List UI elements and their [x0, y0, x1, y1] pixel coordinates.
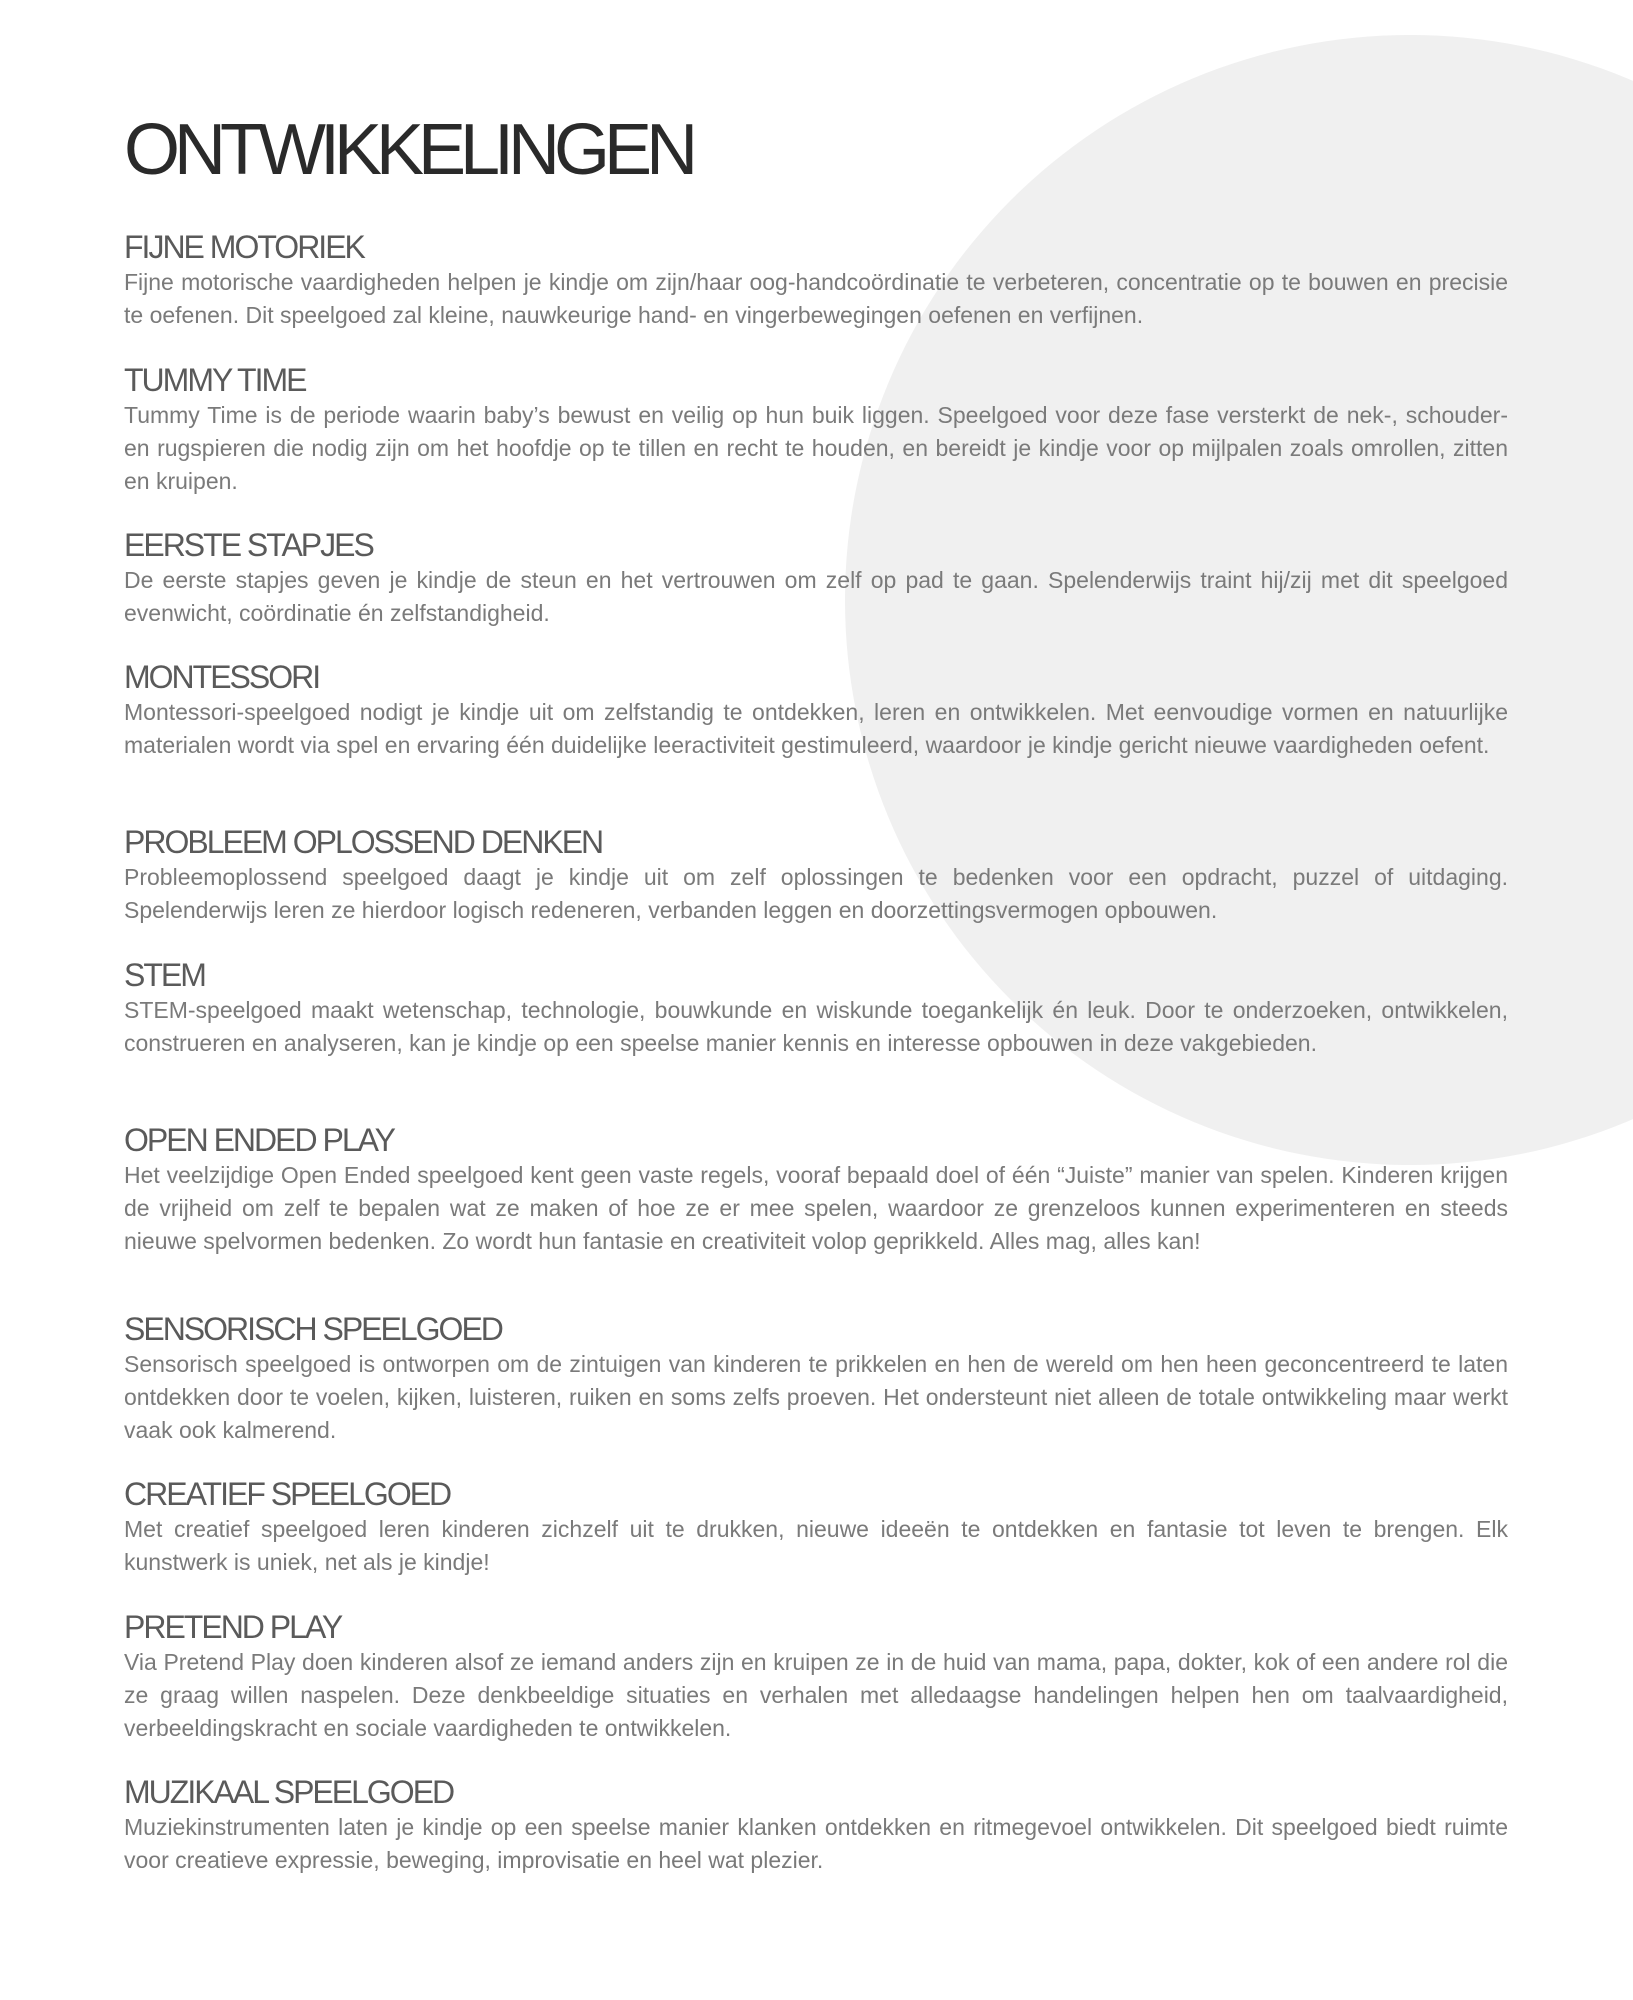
section-heading: PROBLEEM OPLOSSEND DENKEN — [124, 824, 603, 860]
section-montessori — [124, 658, 1508, 762]
section-open-ended-play — [124, 1121, 1508, 1258]
section-heading: OPEN ENDED PLAY — [124, 1122, 394, 1158]
section-body: STEM-speelgoed maakt wetenschap, technologie, bouwkunde en wiskunde toegankelijk én leuk. Door te onderzoeken, ontwikkelen, construeren en analyseren, kan je kindje op een speelse manier kennis en interesse opbouwen in deze vakgebieden. — [124, 997, 1508, 1056]
section-body: Sensorisch speelgoed is ontworpen om de zintuigen van kinderen te prikkelen en hen de wereld om hen heen geconcentreerd te laten ontdekken door te voelen, kijken, luisteren, ruiken en soms zelfs proeven. Het ondersteunt niet alleen de totale ontwikkeling maar werkt vaak ook kalmerend. — [124, 1351, 1508, 1443]
section-tummy-time — [124, 361, 1508, 498]
section-body: De eerste stapjes geven je kindje de steun en het vertrouwen om zelf op pad te gaan. Spelenderwijs traint hij/zij met dit speelgoed evenwicht, coördinatie én zelfstandigheid. — [124, 567, 1508, 626]
section-sensorisch-speelgoed — [124, 1310, 1508, 1447]
section-heading: MUZIKAAL SPEELGOED — [124, 1774, 454, 1810]
section-heading: SENSORISCH SPEELGOED — [124, 1311, 502, 1347]
section-heading: MONTESSORI — [124, 659, 320, 695]
section-body: Muziekinstrumenten laten je kindje op een speelse manier klanken ontdekken en ritmegevoel ontwikkelen. Dit speelgoed biedt ruimte voor creatieve expressie, beweging, improvisatie en heel wat plezier. — [124, 1814, 1508, 1873]
page-title: ONTWIKKELINGEN — [124, 110, 693, 190]
section-heading: FIJNE MOTORIEK — [124, 229, 364, 265]
section-body: Montessori-speelgoed nodigt je kindje uit om zelfstandig te ontdekken, leren en ontwikkelen. Met eenvoudige vormen en natuurlijke materialen wordt via spel en ervaring één duidelijke leeractiviteit gestimuleerd, waardoor je kindje gericht nieuwe vaardigheden oefent. — [124, 699, 1508, 758]
section-creatief-speelgoed — [124, 1475, 1508, 1579]
section-heading: CREATIEF SPEELGOED — [124, 1476, 451, 1512]
section-fijne-motoriek — [124, 228, 1508, 332]
section-heading: EERSTE STAPJES — [124, 527, 373, 563]
section-body: Met creatief speelgoed leren kinderen zichzelf uit te drukken, nieuwe ideeën te ontdekken en fantasie tot leven te brengen. Elk kunstwerk is uniek, net als je kindje! — [124, 1516, 1508, 1575]
section-body: Probleemoplossend speelgoed daagt je kindje uit om zelf oplossingen te bedenken voor een opdracht, puzzel of uitdaging. Spelenderwijs leren ze hierdoor logisch redeneren, verbanden leggen en doorzettingsvermogen opbouwen. — [124, 864, 1508, 923]
section-heading: TUMMY TIME — [124, 362, 306, 398]
section-pretend-play — [124, 1608, 1508, 1745]
section-probleem-oplossend-denken — [124, 823, 1508, 927]
section-body: Het veelzijdige Open Ended speelgoed kent geen vaste regels, vooraf bepaald doel of één “Juiste” manier van spelen. Kinderen krijgen de vrijheid om zelf te bepalen wat ze maken of hoe ze er mee spelen, waardoor ze grenzeloos kunnen experimenteren en steeds nieuwe spelvormen bedenken. Zo wordt hun fantasie en creativiteit volop geprikkeld. Alles mag, alles kan! — [124, 1162, 1508, 1254]
section-stem — [124, 956, 1508, 1060]
section-heading: STEM — [124, 957, 205, 993]
section-eerste-stapjes — [124, 526, 1508, 630]
section-body: Tummy Time is de periode waarin baby’s bewust en veilig op hun buik liggen. Speelgoed voor deze fase versterkt de nek-, schouder- en rugspieren die nodig zijn om het hoofdje op te tillen en recht te houden, en bereidt je kindje voor op mijlpalen zoals omrollen, zitten en kruipen. — [124, 402, 1508, 494]
section-body: Via Pretend Play doen kinderen alsof ze iemand anders zijn en kruipen ze in de huid van mama, papa, dokter, kok of een andere rol die ze graag willen naspelen. Deze denkbeeldige situaties en verhalen met alledaagse handelingen helpen hen om taalvaardigheid, verbeeldingskracht en sociale vaardigheden te ontwikkelen. — [124, 1649, 1508, 1741]
section-heading: PRETEND PLAY — [124, 1609, 342, 1645]
section-muzikaal-speelgoed — [124, 1773, 1508, 1877]
section-body: Fijne motorische vaardigheden helpen je kindje om zijn/haar oog-handcoördinatie te verbeteren, concentratie op te bouwen en precisie te oefenen. Dit speelgoed zal kleine, nauwkeurige hand- en vingerbewegingen oefenen en verfijnen. — [124, 269, 1508, 328]
